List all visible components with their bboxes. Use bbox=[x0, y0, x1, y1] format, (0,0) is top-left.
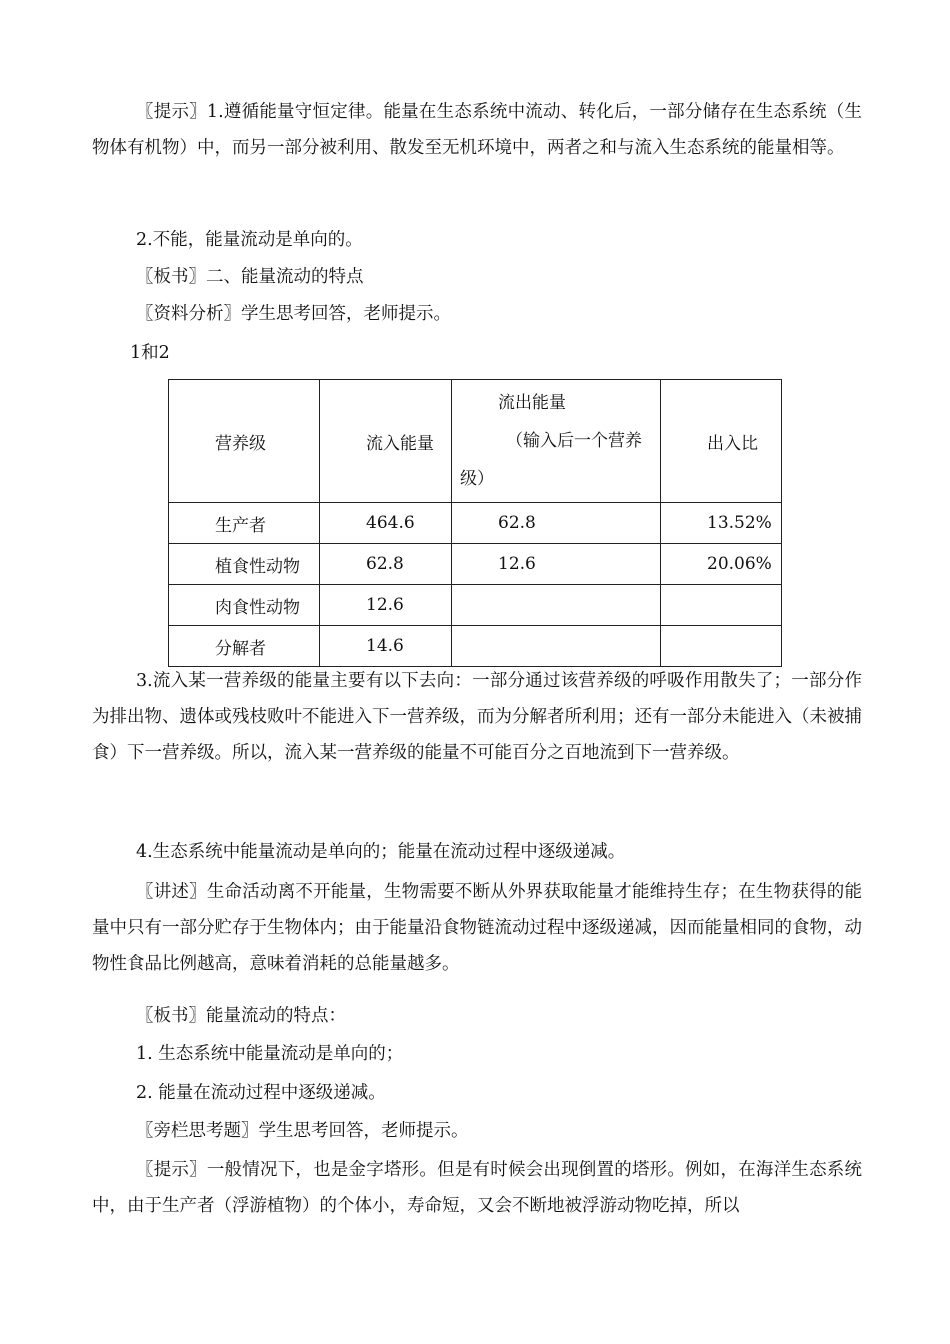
table-row bbox=[169, 585, 782, 626]
table-header-row bbox=[169, 380, 782, 503]
header-cell-inflow: 流入能量 bbox=[320, 380, 452, 503]
board-heading-2: 〖板书〗二、能量流动的特点 bbox=[136, 267, 364, 287]
header-cell-outflow: 流出能量 （输入后一个营养 级） bbox=[452, 380, 661, 503]
answer-3: 3.流入某一营养级的能量主要有以下去向：一部分通过该营养级的呼吸作用散失了；一部分作为排出物、遗体或残枝败叶不能进入下一营养级，而为分解者所利用；还有一部分未能进入（未被捕食）下一营养级。所以，流入某一营养级的能量不可能百分之百地流到下一营养级。 bbox=[92, 671, 862, 763]
cell-level: 肉食性动物 bbox=[215, 597, 300, 618]
data-analysis-line: 〖资料分析〗学生思考回答，老师提示。 bbox=[136, 304, 451, 324]
table-row bbox=[169, 544, 782, 585]
answer-2: 2.不能，能量流动是单向的。 bbox=[136, 230, 363, 250]
board-heading-features: 〖板书〗能量流动的特点： bbox=[136, 1006, 346, 1026]
cell-inflow: 62.8 bbox=[366, 554, 404, 574]
answer-4: 4.生态系统中能量流动是单向的；能量在流动过程中逐级递减。 bbox=[136, 842, 626, 862]
energy-flow-table bbox=[168, 379, 782, 667]
cell-level: 生产者 bbox=[215, 515, 266, 536]
cell-outflow: 12.6 bbox=[498, 554, 536, 574]
hint-paragraph-pyramid: 〖提示〗一般情况下，也是金字塔形。但是有时候会出现倒置的塔形。例如，在海洋生态系统中，由于生产者（浮游植物）的个体小，寿命短，又会不断地被浮游动物吃掉，所以 bbox=[92, 1160, 862, 1216]
lecture-paragraph: 〖讲述〗生命活动离不开能量，生物需要不断从外界获取能量才能维持生存；在生物获得的能量中只有一部分贮存于生物体内；由于能量沿食物链流动过程中逐级递减，因而能量相同的食物，动物性食品比例越高，意味着消耗的总能量越多。 bbox=[92, 882, 862, 974]
cell-level: 分解者 bbox=[215, 638, 266, 659]
feature-1: 1. 生态系统中能量流动是单向的； bbox=[136, 1044, 404, 1064]
sidebar-question-line: 〖旁栏思考题〗学生思考回答，老师提示。 bbox=[136, 1121, 469, 1141]
feature-2: 2. 能量在流动过程中逐级递减。 bbox=[136, 1083, 386, 1103]
header-cell-level: 营养级 bbox=[169, 380, 320, 503]
hint-paragraph-1: 〖提示〗1.遵循能量守恒定律。能量在生态系统中流动、转化后，一部分储存在生态系统（生物体有机物）中，而另一部分被利用、散发至无机环境中，两者之和与流入生态系统的能量相等。 bbox=[92, 102, 862, 158]
table-row bbox=[169, 503, 782, 544]
cell-ratio: 20.06% bbox=[707, 554, 772, 574]
cell-level: 植食性动物 bbox=[215, 556, 300, 577]
cell-inflow: 464.6 bbox=[366, 513, 415, 533]
cell-ratio: 13.52% bbox=[707, 513, 772, 533]
header-cell-ratio: 出入比 bbox=[661, 380, 782, 503]
cell-inflow: 12.6 bbox=[366, 595, 404, 615]
cell-inflow: 14.6 bbox=[366, 636, 404, 656]
items-1-2-label: 1和2 bbox=[130, 343, 170, 363]
table-row bbox=[169, 626, 782, 667]
cell-outflow: 62.8 bbox=[498, 513, 536, 533]
